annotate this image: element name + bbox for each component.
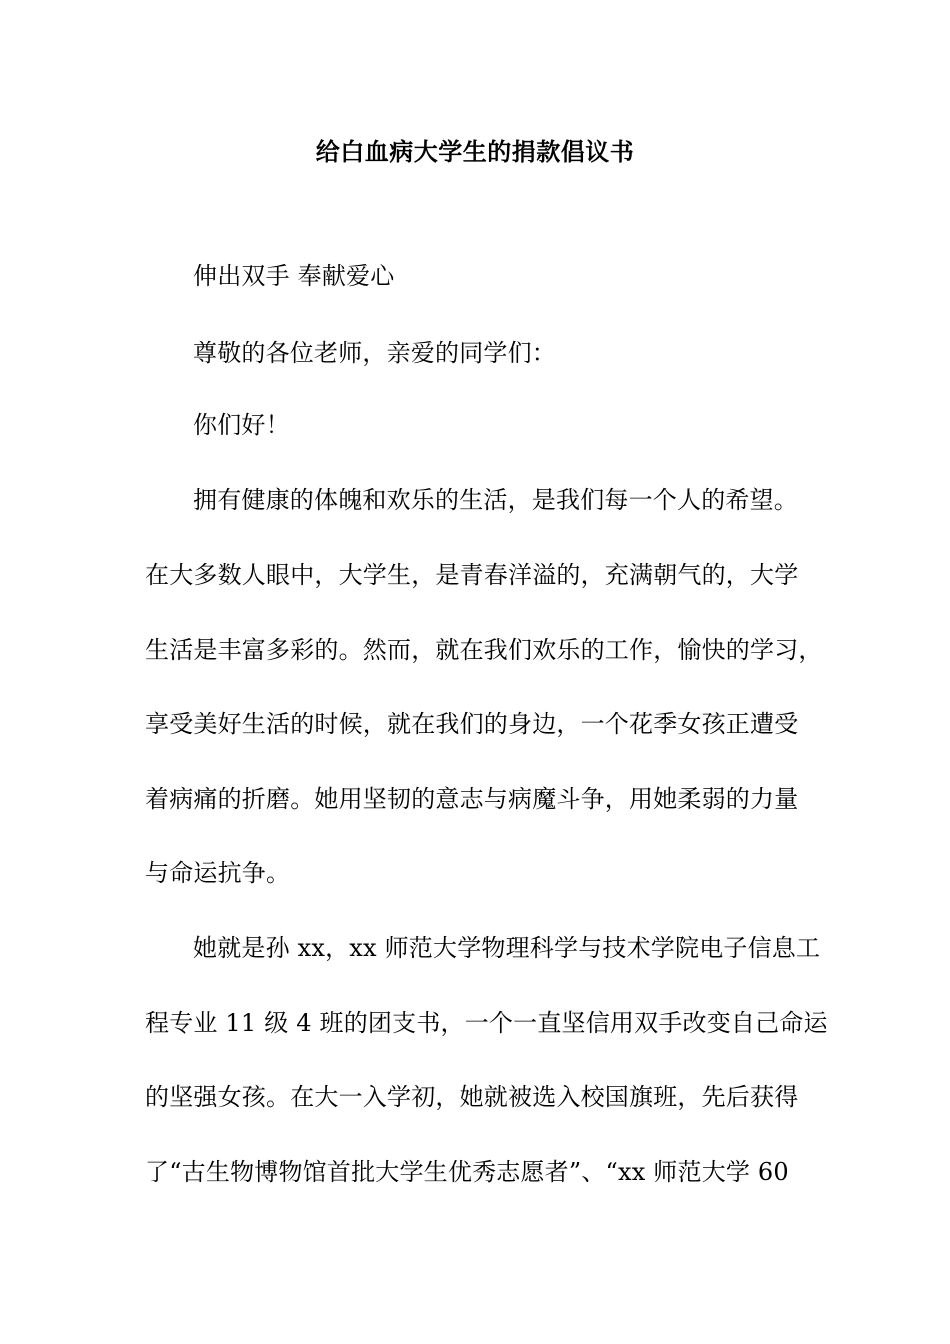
subtitle-line: 伸出双手 奉献爱心 [193,262,395,290]
paragraph-line: 在大多数人眼中，大学生，是青春洋溢的，充满朝气的，大学 [145,561,799,589]
paragraph-line: 了“古生物博物馆首批大学生优秀志愿者”、“xx 师范大学 60 [145,1158,789,1186]
paragraph-line: 的坚强女孩。在大一入学初，她就被选入校国旗班，先后获得 [145,1083,799,1111]
paragraph-line: 生活是丰富多彩的。然而，就在我们欢乐的工作，愉快的学习， [145,636,823,664]
paragraph-line: 享受美好生活的时候，就在我们的身边，一个花季女孩正遭受 [145,710,799,738]
document-title: 给白血病大学生的捐款倡议书 [315,137,635,166]
greeting-line: 你们好！ [193,411,290,439]
paragraph-line: 着病痛的折磨。她用坚韧的意志与病魔斗争，用她柔弱的力量 [145,785,799,813]
paragraph-line: 程专业 11 级 4 班的团支书，一个一直坚信用双手改变自己命运 [145,1009,828,1037]
salutation-line: 尊敬的各位老师，亲爱的同学们： [193,339,556,367]
paragraph-line: 她就是孙 xx，xx 师范大学物理科学与技术学院电子信息工 [193,934,821,962]
paragraph-line: 与命运抗争。 [145,859,291,887]
paragraph-line: 拥有健康的体魄和欢乐的生活，是我们每一个人的希望。 [193,486,798,514]
